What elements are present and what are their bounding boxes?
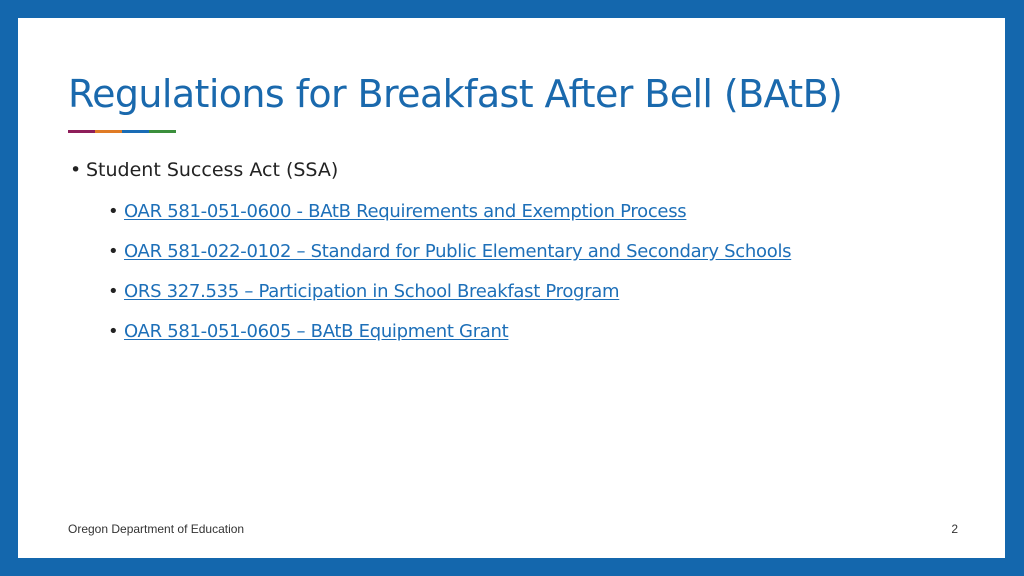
accent-segment-2 <box>95 130 122 133</box>
link-oar-581-051-0605[interactable]: OAR 581-051-0605 – BAtB Equipment Grant <box>124 321 509 342</box>
slide-title: Regulations for Breakfast After Bell (BAtB) <box>68 72 843 116</box>
link-ors-327-535[interactable]: ORS 327.535 – Participation in School Breakfast Program <box>124 281 620 302</box>
bullet-dot-icon: • <box>108 201 119 222</box>
accent-segment-1 <box>68 130 95 133</box>
footer-organization: Oregon Department of Education <box>68 522 245 536</box>
bullet-dot-icon: • <box>108 321 119 342</box>
sub-bullet-ors-327-535 <box>86 272 968 312</box>
bullet-text: Student Success Act (SSA) <box>86 159 339 181</box>
accent-segment-4 <box>149 130 176 133</box>
sub-bullet-list <box>86 192 968 352</box>
sub-bullet-oar-581-051-0605 <box>86 312 968 352</box>
bullet-dot-icon: • <box>70 159 82 181</box>
sub-bullet-oar-581-022-0102 <box>86 232 968 272</box>
bullet-dot-icon: • <box>108 241 119 262</box>
sub-bullet-oar-581-051-0600 <box>86 192 968 232</box>
title-accent-bar <box>68 130 176 133</box>
bullet-dot-icon: • <box>108 281 119 302</box>
link-oar-581-051-0600[interactable]: OAR 581-051-0600 - BAtB Requirements and Exemption Process <box>124 201 687 222</box>
accent-segment-3 <box>122 130 149 133</box>
slide <box>18 18 1005 558</box>
footer-page-number: 2 <box>951 522 958 536</box>
link-oar-581-022-0102[interactable]: OAR 581-022-0102 – Standard for Public Elementary and Secondary Schools <box>124 241 792 262</box>
bullet-student-success-act <box>68 152 968 352</box>
bullet-list <box>68 152 968 352</box>
